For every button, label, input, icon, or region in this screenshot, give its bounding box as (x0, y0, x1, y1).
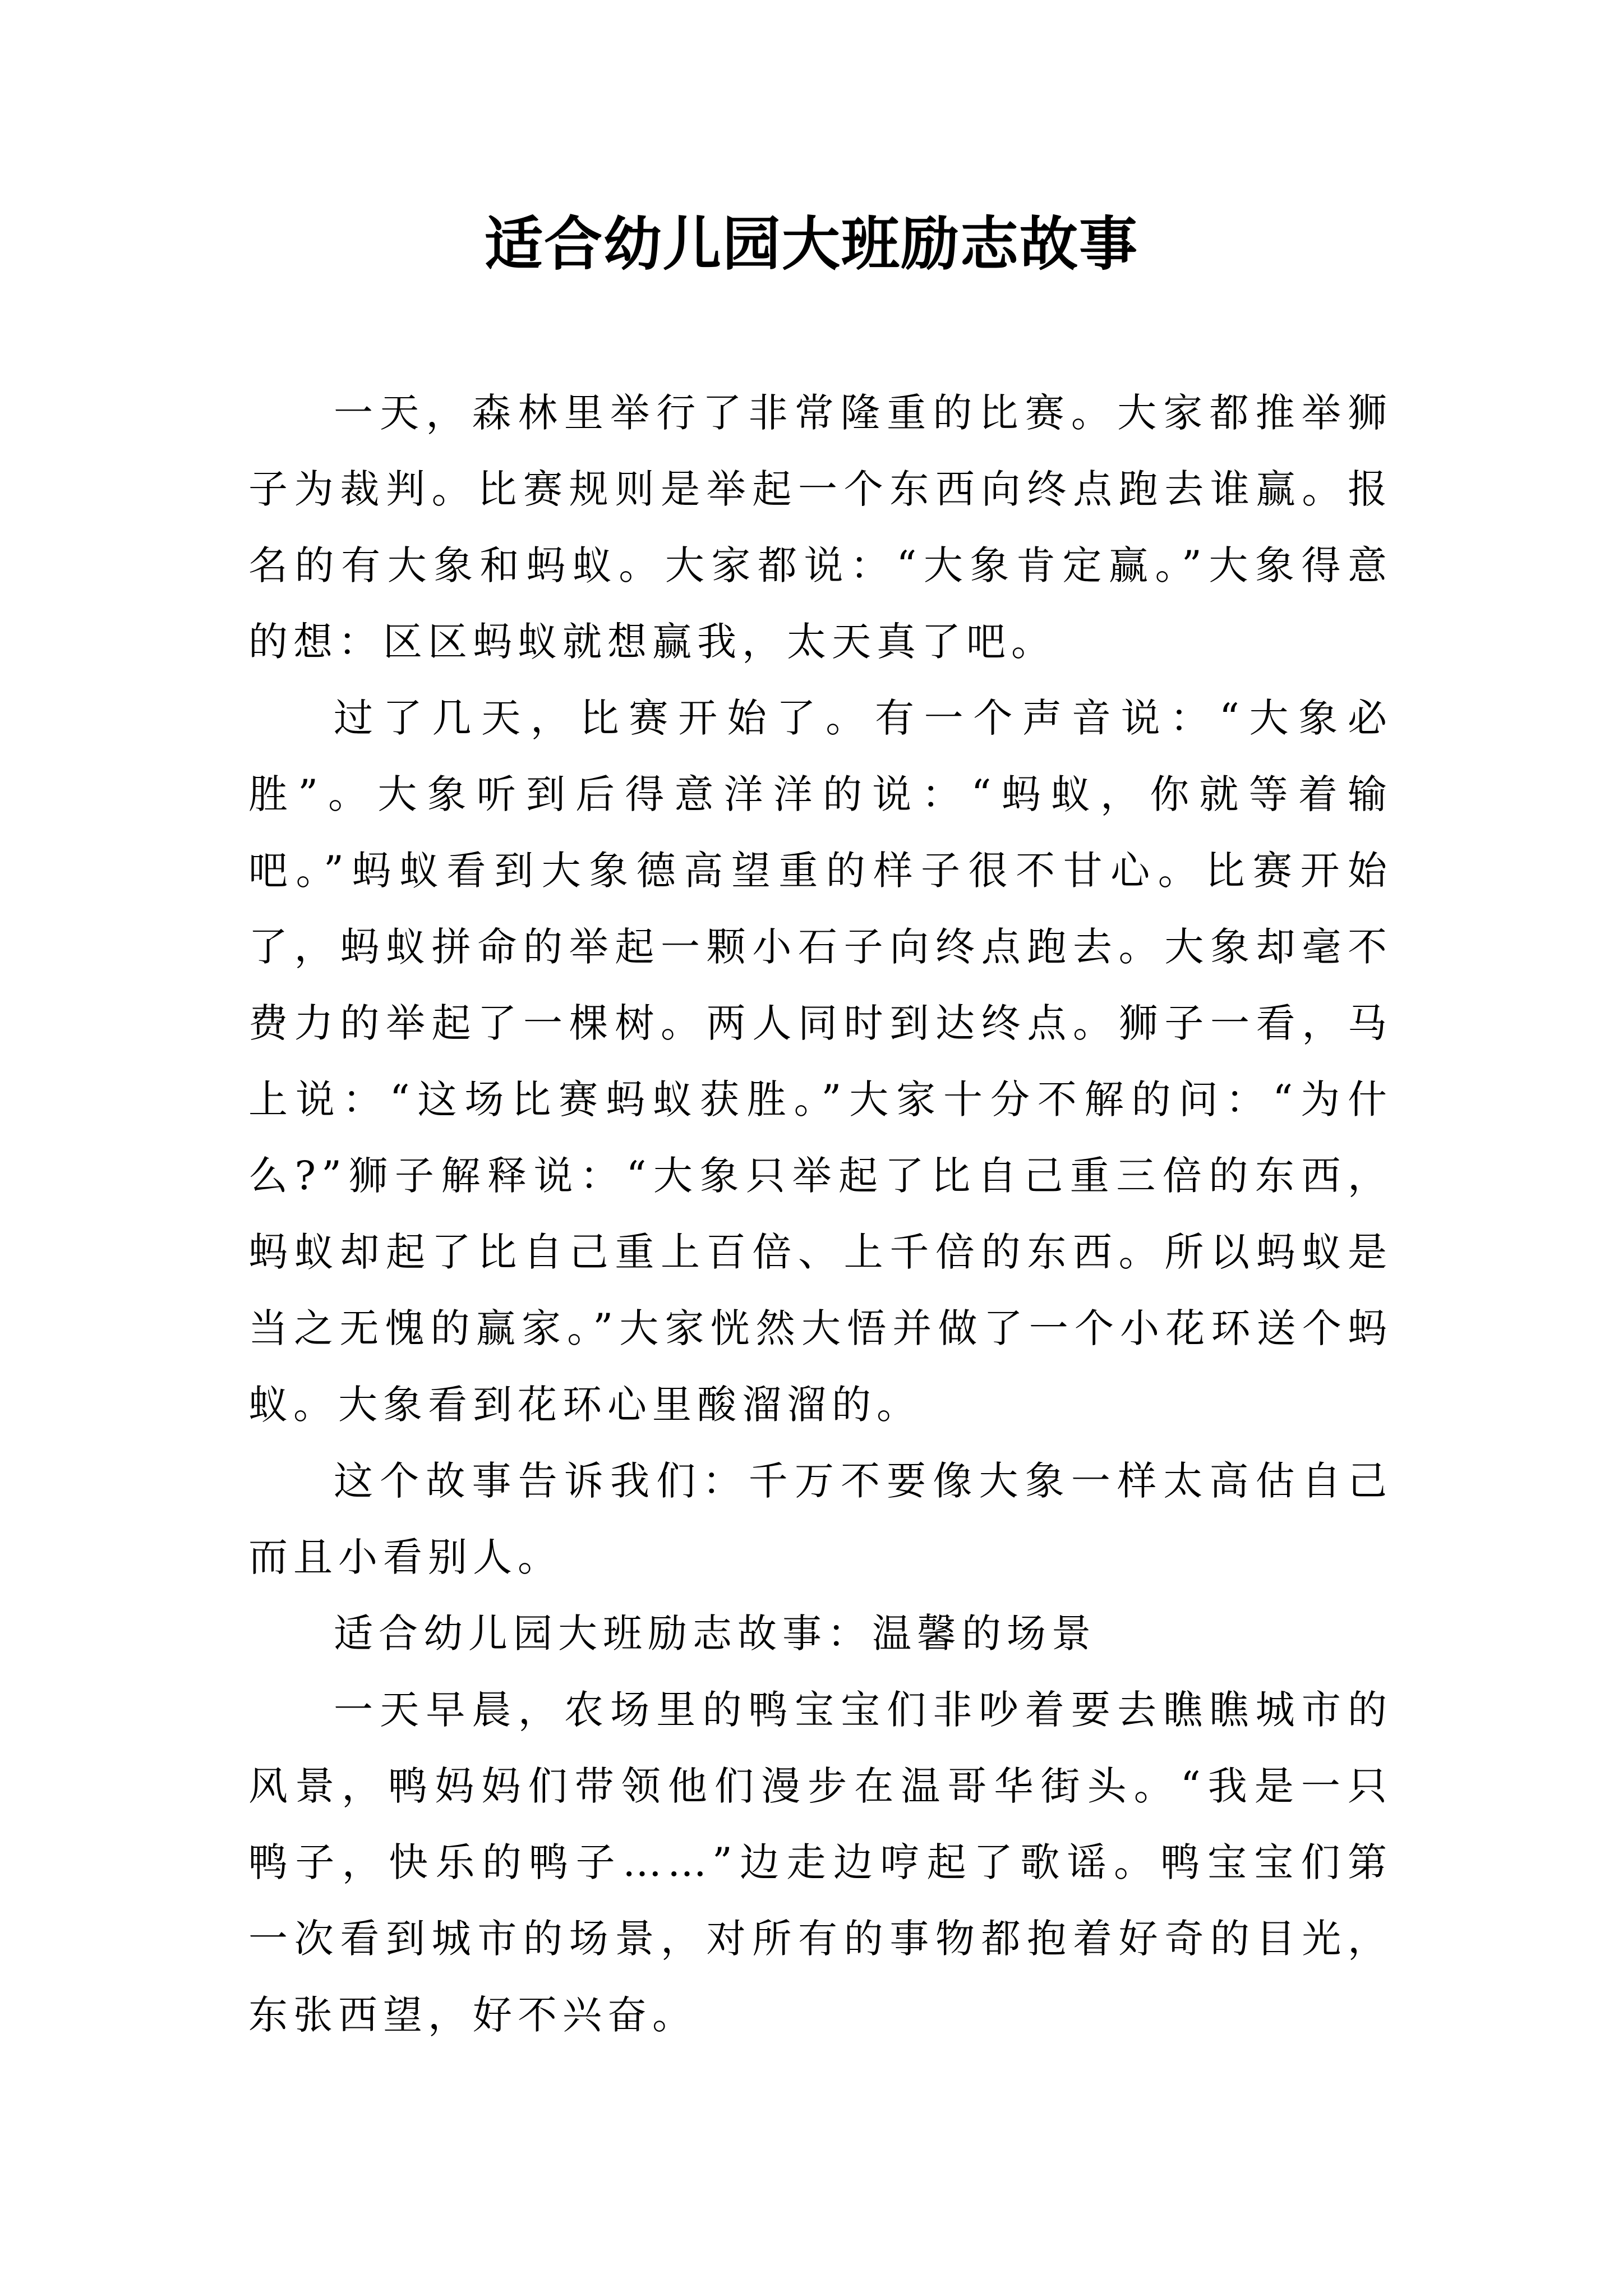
paragraph: 一天，森林里举行了非常隆重的比赛。大家都推举狮子为裁判。比赛规则是举起一个东西向终点跑去谁赢。报名的有大象和蚂蚁。大家都说：“大象肯定赢。”大象得意的想：区区蚂蚁就想赢我，太天真了吧。 (248, 390, 1393, 665)
section-heading: 适合幼儿园大班励志故事：温馨的场景 (334, 1611, 1096, 1657)
document-body (248, 375, 1393, 2053)
paragraph: 这个故事告诉我们：千万不要像大象一样太高估自己而且小看别人。 (248, 1458, 1393, 1580)
paragraph: 一天早晨，农场里的鸭宝宝们非吵着要去瞧瞧城市的风景，鸭妈妈们带领他们漫步在温哥华街头。“我是一只鸭子，快乐的鸭子……”边走边哼起了歌谣。鸭宝宝们第一次看到城市的场景，对所有的事物都抱着好奇的目光，东张西望，好不兴奋。 (248, 1687, 1393, 2038)
paragraph: 过了几天，比赛开始了。有一个声音说：“大象必胜”。大象听到后得意洋洋的说：“蚂蚁，你就等着输吧。”蚂蚁看到大象德高望重的样子很不甘心。比赛开始了，蚂蚁拼命的举起一颗小石子向终点跑去。大象却毫不费力的举起了一棵树。两人同时到达终点。狮子一看，马上说：“这场比赛蚂蚁获胜。”大家十分不解的问：“为什么?”狮子解释说：“大象只举起了比自己重三倍的东西，蚂蚁却起了比自己重上百倍、上千倍的东西。所以蚂蚁是当之无愧的赢家。”大家恍然大悟并做了一个小花环送个蚂蚁。大象看到花环心里酸溜溜的。 (248, 695, 1393, 1428)
document-title: 适合幼儿园大班励志故事 (484, 209, 1138, 278)
